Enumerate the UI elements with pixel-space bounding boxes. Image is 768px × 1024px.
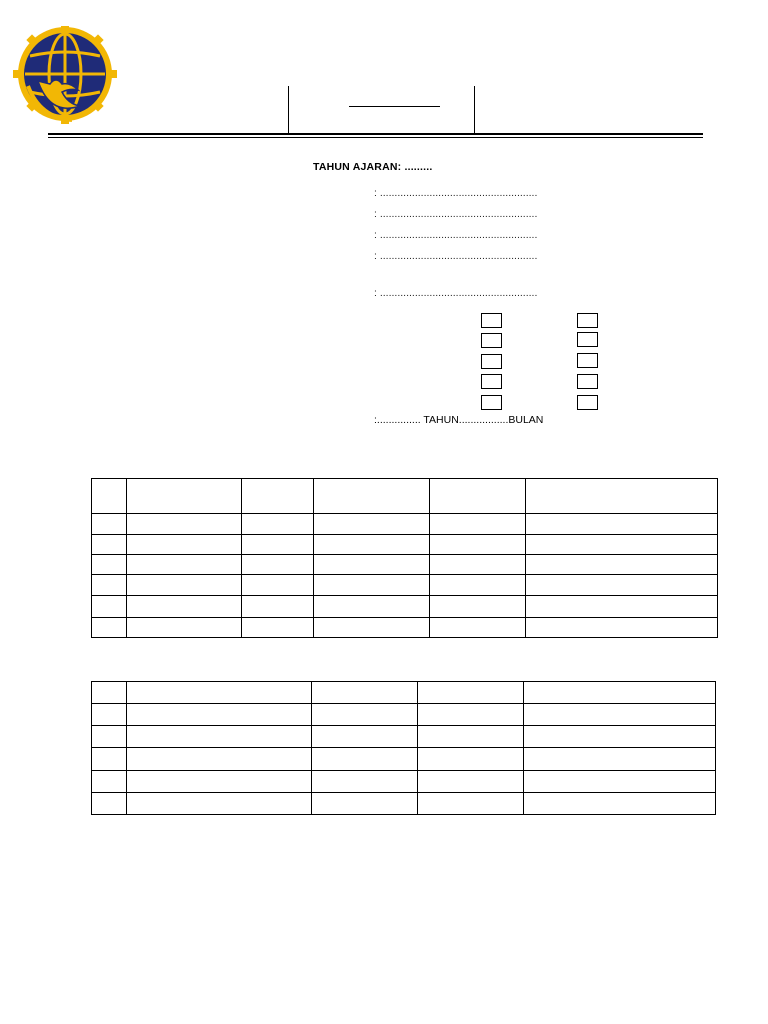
table-cell[interactable] xyxy=(312,793,418,815)
table-cell[interactable] xyxy=(314,555,430,575)
table-cell[interactable] xyxy=(127,704,312,726)
table-cell[interactable] xyxy=(312,726,418,748)
table-cell[interactable] xyxy=(312,682,418,704)
table-cell[interactable] xyxy=(430,535,526,555)
table-cell[interactable] xyxy=(127,771,312,793)
checkbox-left-1[interactable] xyxy=(481,313,502,328)
table-cell[interactable] xyxy=(526,575,718,596)
checkbox-right-4[interactable] xyxy=(577,374,598,389)
table-cell[interactable] xyxy=(314,575,430,596)
table-cell[interactable] xyxy=(314,596,430,618)
checkbox-right-1[interactable] xyxy=(577,313,598,328)
table-cell[interactable] xyxy=(418,748,524,771)
table-row xyxy=(92,704,716,726)
table-cell[interactable] xyxy=(524,726,716,748)
table-cell[interactable] xyxy=(92,704,127,726)
table-row xyxy=(92,575,718,596)
header-divider-left xyxy=(288,86,289,134)
header-rule-bottom xyxy=(48,137,703,138)
form-field-3[interactable]: : ...................................................... xyxy=(374,229,538,241)
form-field-2[interactable]: : ...................................................... xyxy=(374,208,538,220)
table-cell[interactable] xyxy=(526,514,718,535)
table-cell[interactable] xyxy=(526,479,718,514)
form-field-1[interactable]: : ...................................................... xyxy=(374,187,538,199)
form-field-4[interactable]: : ...................................................... xyxy=(374,250,538,262)
checkbox-left-5[interactable] xyxy=(481,395,502,410)
table-cell[interactable] xyxy=(92,682,127,704)
academic-year-heading: TAHUN AJARAN: ......... xyxy=(313,161,433,173)
duration-field[interactable]: :............... TAHUN.................BULAN xyxy=(374,414,544,426)
table-row xyxy=(92,514,718,535)
table-cell[interactable] xyxy=(314,514,430,535)
header-title-underline xyxy=(349,106,440,107)
table-cell[interactable] xyxy=(430,479,526,514)
table-cell[interactable] xyxy=(92,618,127,638)
table-cell[interactable] xyxy=(314,535,430,555)
table-cell[interactable] xyxy=(92,535,127,555)
table-row xyxy=(92,793,716,815)
table-cell[interactable] xyxy=(526,535,718,555)
table-cell[interactable] xyxy=(242,535,314,555)
table-cell[interactable] xyxy=(524,682,716,704)
table-cell[interactable] xyxy=(92,514,127,535)
header-divider-right xyxy=(474,86,475,134)
table-cell[interactable] xyxy=(524,793,716,815)
table-cell[interactable] xyxy=(526,555,718,575)
table-cell[interactable] xyxy=(526,618,718,638)
table-2 xyxy=(91,681,716,815)
table-cell[interactable] xyxy=(430,555,526,575)
header-rule-top xyxy=(48,133,703,135)
table-cell[interactable] xyxy=(127,726,312,748)
table-cell[interactable] xyxy=(92,479,127,514)
table-cell[interactable] xyxy=(242,479,314,514)
table-cell[interactable] xyxy=(127,575,242,596)
table-cell[interactable] xyxy=(312,748,418,771)
table-cell[interactable] xyxy=(127,535,242,555)
table-cell[interactable] xyxy=(314,618,430,638)
table-cell[interactable] xyxy=(92,771,127,793)
table-cell[interactable] xyxy=(314,479,430,514)
emblem-logo xyxy=(10,26,120,126)
table-cell[interactable] xyxy=(242,596,314,618)
table-cell[interactable] xyxy=(92,596,127,618)
table-2-header-row xyxy=(92,682,716,704)
table-row xyxy=(92,771,716,793)
table-cell[interactable] xyxy=(242,575,314,596)
table-cell[interactable] xyxy=(92,748,127,771)
table-cell[interactable] xyxy=(524,771,716,793)
table-cell[interactable] xyxy=(430,575,526,596)
table-1-header-row xyxy=(92,479,718,514)
table-cell[interactable] xyxy=(127,514,242,535)
table-cell[interactable] xyxy=(418,704,524,726)
table-cell[interactable] xyxy=(312,704,418,726)
checkbox-right-2[interactable] xyxy=(577,332,598,347)
table-cell[interactable] xyxy=(418,793,524,815)
table-cell[interactable] xyxy=(92,575,127,596)
table-cell[interactable] xyxy=(127,682,312,704)
table-cell[interactable] xyxy=(127,618,242,638)
table-cell[interactable] xyxy=(312,771,418,793)
checkbox-left-3[interactable] xyxy=(481,354,502,369)
table-cell[interactable] xyxy=(418,682,524,704)
table-row xyxy=(92,596,718,618)
table-row xyxy=(92,535,718,555)
table-cell[interactable] xyxy=(92,793,127,815)
table-cell[interactable] xyxy=(430,618,526,638)
form-field-5[interactable]: : ...................................................... xyxy=(374,287,538,299)
table-cell[interactable] xyxy=(418,726,524,748)
table-cell[interactable] xyxy=(430,596,526,618)
table-1 xyxy=(91,478,718,638)
table-cell[interactable] xyxy=(127,793,312,815)
table-cell[interactable] xyxy=(526,596,718,618)
checkbox-left-4[interactable] xyxy=(481,374,502,389)
checkbox-right-5[interactable] xyxy=(577,395,598,410)
table-row xyxy=(92,618,718,638)
table-cell[interactable] xyxy=(242,555,314,575)
table-row xyxy=(92,555,718,575)
table-cell[interactable] xyxy=(127,479,242,514)
table-cell[interactable] xyxy=(524,704,716,726)
table-cell[interactable] xyxy=(127,555,242,575)
table-cell[interactable] xyxy=(92,726,127,748)
table-cell[interactable] xyxy=(524,748,716,771)
table-cell[interactable] xyxy=(127,748,312,771)
table-cell[interactable] xyxy=(127,596,242,618)
table-cell[interactable] xyxy=(430,514,526,535)
table-cell[interactable] xyxy=(242,514,314,535)
table-row xyxy=(92,726,716,748)
globe-eagle-icon xyxy=(10,26,120,126)
table-cell[interactable] xyxy=(92,555,127,575)
table-cell[interactable] xyxy=(242,618,314,638)
table-row xyxy=(92,748,716,771)
table-cell[interactable] xyxy=(418,771,524,793)
checkbox-right-3[interactable] xyxy=(577,353,598,368)
checkbox-left-2[interactable] xyxy=(481,333,502,348)
